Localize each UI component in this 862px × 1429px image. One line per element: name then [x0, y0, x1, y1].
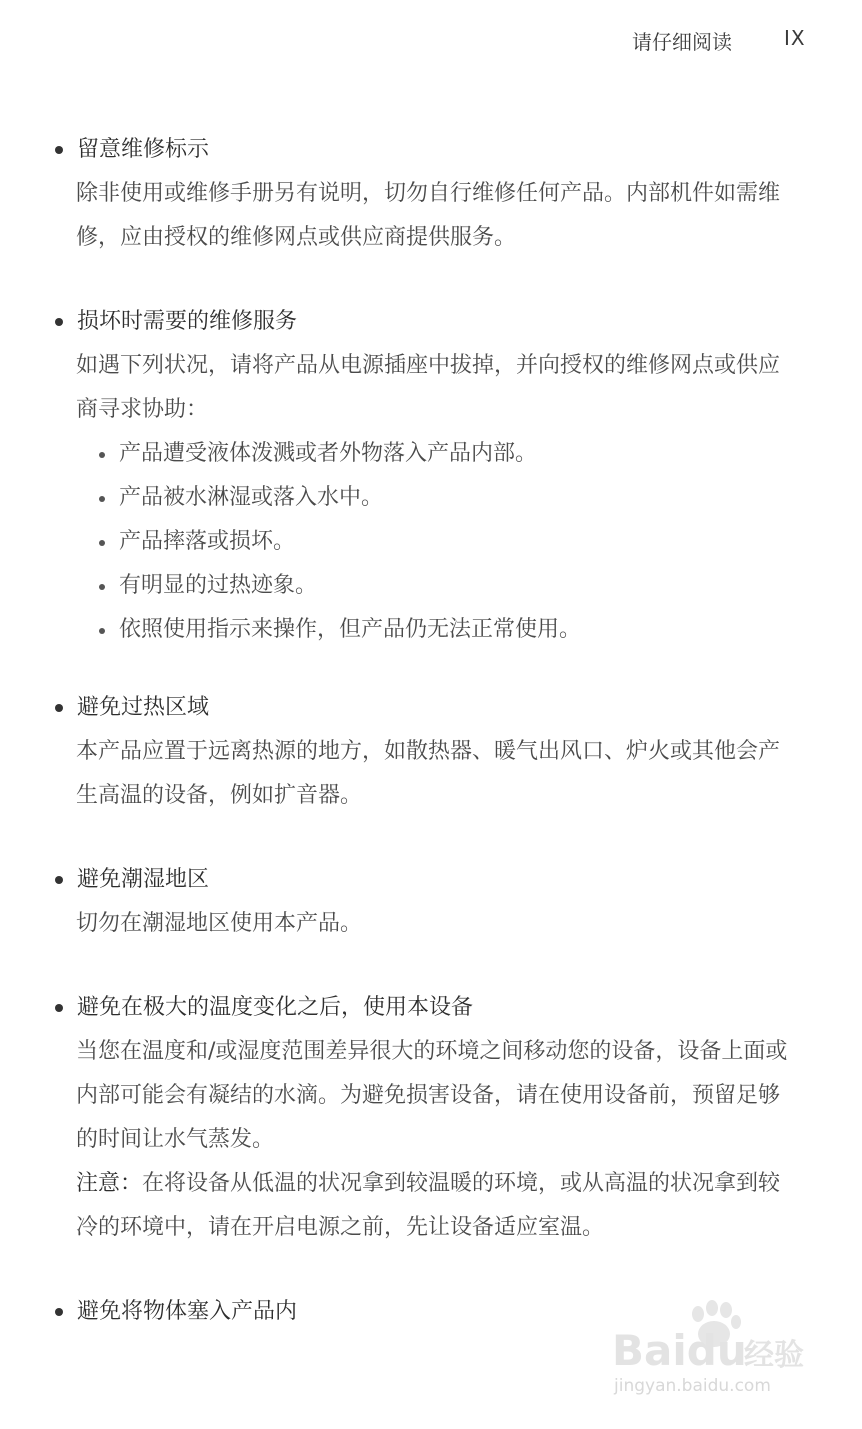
- section-avoid-humidity: [0, 858, 862, 946]
- watermark-brand-left: Bai: [612, 1326, 687, 1375]
- list-item-text: 依照使用指示来操作，但产品仍无法正常使用。: [119, 617, 582, 642]
- bullet-icon: [55, 704, 63, 712]
- list-item-text: 有明显的过热迹象。: [119, 573, 318, 598]
- list-item-text: 产品摔落或损坏。: [119, 529, 296, 554]
- list-item: [0, 432, 862, 476]
- bullet-icon: [55, 146, 63, 154]
- bullet-icon: [55, 1308, 63, 1316]
- header-title: 请仔细阅读: [632, 30, 732, 54]
- baidu-watermark: [612, 1300, 812, 1400]
- section-title-text: 避免将物体塞入产品内: [77, 1299, 298, 1324]
- section-avoid-heat: [0, 686, 862, 818]
- section-temperature-change: [0, 986, 862, 1250]
- section-title: [0, 986, 862, 1030]
- section-title-text: 避免潮湿地区: [77, 867, 210, 892]
- document-body: [0, 128, 862, 1374]
- page-header: [0, 26, 862, 56]
- watermark-url: jingyan.baidu.com: [614, 1376, 771, 1396]
- note-paragraph: [0, 1162, 798, 1250]
- page-number: IX: [784, 26, 806, 50]
- condition-list: [0, 432, 862, 652]
- section-title-text: 避免在极大的温度变化之后，使用本设备: [77, 995, 474, 1020]
- watermark-brand: [612, 1326, 747, 1375]
- list-item: [0, 476, 862, 520]
- section-title: [0, 858, 862, 902]
- section-paragraph: 切勿在潮湿地区使用本产品。: [76, 911, 363, 936]
- list-item: [0, 564, 862, 608]
- watermark-brand-right: du: [686, 1326, 747, 1375]
- bullet-icon: [99, 540, 105, 546]
- bullet-icon: [55, 1004, 63, 1012]
- section-paragraph: 除非使用或维修手册另有说明，切勿自行维修任何产品。内部机件如需维修，应由授权的维修网点或供应商提供服务。: [76, 181, 781, 250]
- section-paragraph: 本产品应置于远离热源的地方，如散热器、暖气出风口、炉火或其他会产生高温的设备，例如扩音器。: [76, 739, 781, 808]
- bullet-icon: [99, 584, 105, 590]
- bullet-icon: [99, 452, 105, 458]
- bullet-icon: [55, 876, 63, 884]
- section-title: [0, 128, 862, 172]
- list-item: [0, 608, 862, 652]
- bullet-icon: [99, 628, 105, 634]
- section-title-text: 避免过热区域: [77, 695, 210, 720]
- section-title: [0, 300, 862, 344]
- bullet-icon: [99, 496, 105, 502]
- section-title: [0, 686, 862, 730]
- list-item-text: 产品遭受液体泼溅或者外物落入产品内部。: [119, 441, 538, 466]
- note-text: 在将设备从低温的状况拿到较温暖的环境，或从高温的状况拿到较冷的环境中，请在开启电源之前，先让设备适应室温。: [76, 1171, 781, 1240]
- section-title-text: 损坏时需要的维修服务: [77, 309, 298, 334]
- watermark-brand-cn: 经验: [744, 1338, 804, 1373]
- list-item-text: 产品被水淋湿或落入水中。: [119, 485, 384, 510]
- section-service-markings: [0, 128, 862, 260]
- section-paragraph: 当您在温度和/或湿度范围差异很大的环境之间移动您的设备，设备上面或内部可能会有凝结的水滴。为避免损害设备，请在使用设备前，预留足够的时间让水气蒸发。: [76, 1039, 788, 1152]
- section-title-text: 留意维修标示: [77, 137, 210, 162]
- section-paragraph: 如遇下列状况，请将产品从电源插座中拔掉，并向授权的维修网点或供应商寻求协助：: [76, 353, 781, 422]
- list-item: [0, 520, 862, 564]
- bullet-icon: [55, 318, 63, 326]
- note-label: 注意：: [76, 1171, 143, 1196]
- section-damage-service: [0, 300, 862, 652]
